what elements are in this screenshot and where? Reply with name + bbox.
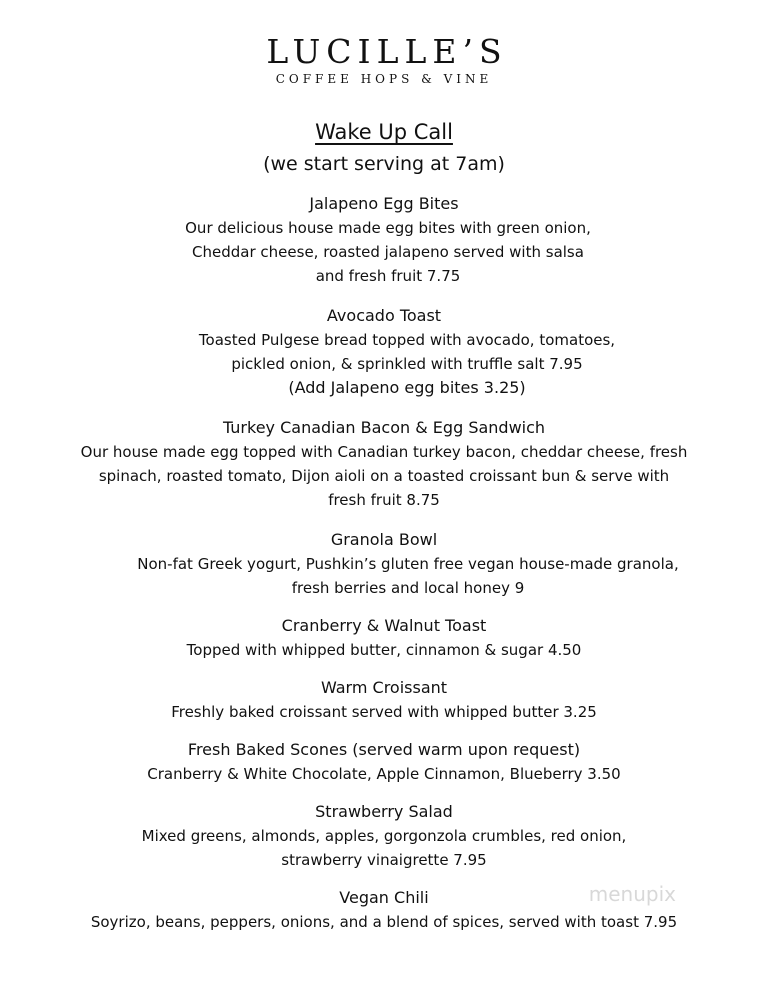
item-description-line: Our house made egg topped with Canadian turkey bacon, cheddar cheese, fresh xyxy=(80,443,688,461)
menu-item-turkey-sandwich xyxy=(0,416,768,512)
menu-title: Wake Up Call xyxy=(315,120,453,144)
item-name: Strawberry Salad xyxy=(315,802,453,821)
item-name: Cranberry & Walnut Toast xyxy=(281,616,487,635)
item-name: Jalapeno Egg Bites xyxy=(309,194,459,213)
brand-header xyxy=(0,34,768,86)
brand-name: LUCILLE’S xyxy=(266,32,508,71)
menu-item-jalapeno-egg-bites xyxy=(0,192,768,288)
item-description-line: spinach, roasted tomato, Dijon aioli on a toasted croissant bun & serve with xyxy=(98,467,670,485)
brand-tagline: COFFEE HOPS & VINE xyxy=(275,72,493,86)
menu-item-avocado-toast xyxy=(0,304,768,400)
item-description-line: Toasted Pulgese bread topped with avocado, tomatoes, xyxy=(198,331,616,349)
item-name: Turkey Canadian Bacon & Egg Sandwich xyxy=(222,418,546,437)
item-description-line: strawberry vinaigrette 7.95 xyxy=(281,851,487,869)
item-name: Warm Croissant xyxy=(320,678,448,697)
item-description-line: Our delicious house made egg bites with green onion, xyxy=(185,219,591,237)
item-name: Granola Bowl xyxy=(330,530,438,549)
item-description-line: Cheddar cheese, roasted jalapeno served with salsa xyxy=(192,243,584,261)
menu-item-granola-bowl xyxy=(0,528,768,600)
item-description-line: Soyrizo, beans, peppers, onions, and a blend of spices, served with toast 7.95 xyxy=(90,913,678,931)
item-name: Fresh Baked Scones (served warm upon request) xyxy=(187,740,581,759)
item-description-line: Freshly baked croissant served with whipped butter 3.25 xyxy=(171,703,597,721)
item-description-line: Mixed greens, almonds, apples, gorgonzola crumbles, red onion, xyxy=(141,827,627,845)
menu-item-fresh-baked-scones xyxy=(0,738,768,786)
item-description-line: pickled onion, & sprinkled with truffle salt 7.95 xyxy=(231,355,583,373)
item-addon: (Add Jalapeno egg bites 3.25) xyxy=(288,378,526,397)
menu-heading xyxy=(0,118,768,178)
menu-item-warm-croissant xyxy=(0,676,768,724)
menu-subtitle: (we start serving at 7am) xyxy=(263,153,505,175)
item-name: Vegan Chili xyxy=(339,888,429,907)
item-description-line: and fresh fruit 7.75 xyxy=(315,267,461,285)
menu-item-strawberry-salad xyxy=(0,800,768,872)
menu-item-cranberry-walnut-toast xyxy=(0,614,768,662)
watermark-logo: menupix xyxy=(588,882,676,906)
item-description-line: Non-fat Greek yogurt, Pushkin’s gluten free vegan house-made granola, xyxy=(137,555,679,573)
item-description-line: Cranberry & White Chocolate, Apple Cinnamon, Blueberry 3.50 xyxy=(147,765,621,783)
item-description-line: fresh fruit 8.75 xyxy=(328,491,440,509)
item-name: Avocado Toast xyxy=(326,306,442,325)
item-description-line: fresh berries and local honey 9 xyxy=(291,579,525,597)
item-description-line: Topped with whipped butter, cinnamon & sugar 4.50 xyxy=(186,641,582,659)
